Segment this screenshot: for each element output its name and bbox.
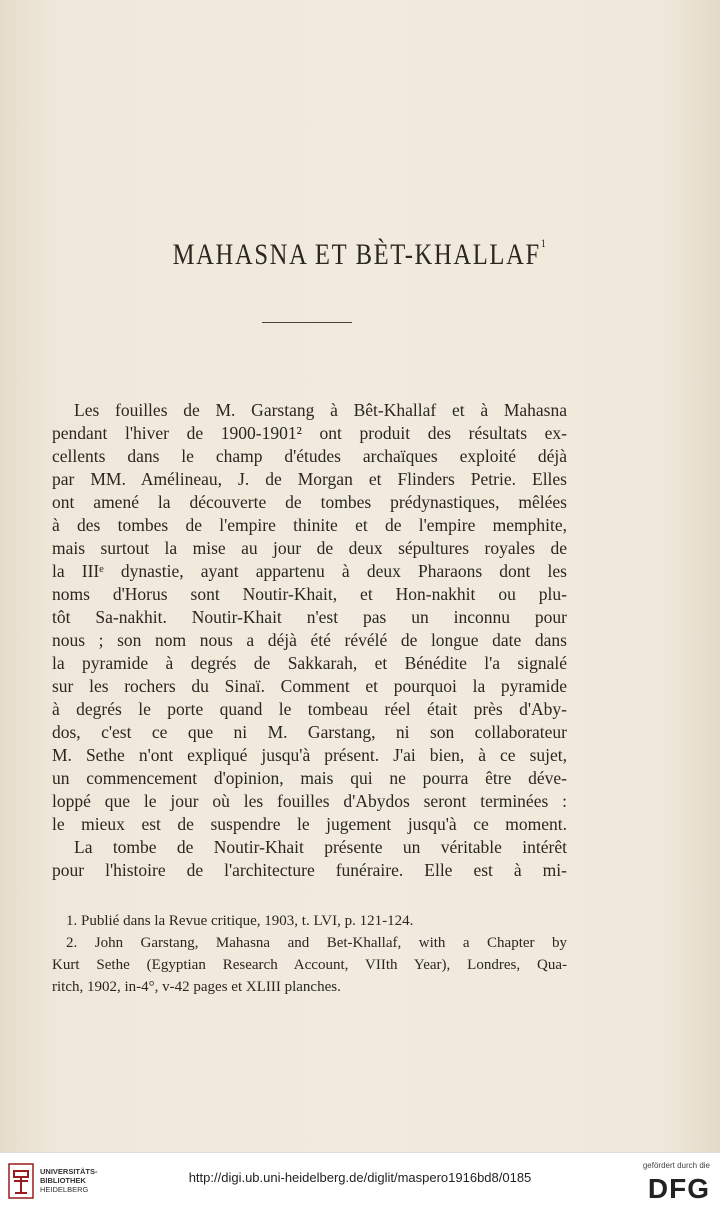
body-line: la IIIᵉ dynastie, ayant appartenu à deux Pharaons dont les <box>52 561 567 581</box>
body-line: M. Sethe n'ont expliqué jusqu'à présent. J'ai bien, à ce sujet, <box>52 745 567 765</box>
footnote-line: 1. Publié dans la Revue critique, 1903, t. LVI, p. 121-124. <box>66 913 414 929</box>
body-line: nous ; son nom nous a déjà été révélé de longue date dans <box>52 630 567 650</box>
page-title <box>65 238 655 272</box>
body-line: Les fouilles de M. Garstang à Bêt-Khallaf et à Mahasna <box>74 400 567 420</box>
body-line: dos, c'est ce que ni M. Garstang, ni son collaborateur <box>52 722 567 742</box>
body-line: à degrés le porte quand le tombeau réel était près d'Aby- <box>52 699 567 719</box>
library-line-2: BIBLIOTHEK <box>40 1176 86 1185</box>
title-rule <box>262 322 352 323</box>
body-line: la pyramide à degrés de Sakkarah, et Bénédite l'a signalé <box>52 653 567 673</box>
permalink-url[interactable]: http://digi.ub.uni-heidelberg.de/diglit/maspero1916bd8/0185 <box>188 1170 532 1185</box>
body-line: par MM. Amélineau, J. de Morgan et Flinders Petrie. Elles <box>52 469 567 489</box>
footnotes <box>52 910 567 998</box>
title-footnote-mark: 1 <box>540 236 548 250</box>
footnote-line: Kurt Sethe (Egyptian Research Account, VIIth Year), Londres, Qua- <box>52 957 567 973</box>
body-line: pendant l'hiver de 1900-1901² ont produit des résultats ex- <box>52 423 567 443</box>
dfg-logo: DFG <box>647 1173 710 1204</box>
body-line: cellents dans le champ d'études archaïques exploité déjà <box>52 446 567 466</box>
body-line: un commencement d'opinion, mais qui ne pourra être déve- <box>52 768 567 788</box>
body-line: pour l'histoire de l'architecture funéraire. Elle est à mi- <box>52 860 567 880</box>
body-line: le mieux est de suspendre le jugement jusqu'à ce moment. <box>52 814 567 834</box>
body-line: mais surtout la mise au jour de deux sépultures royales de <box>52 538 567 558</box>
body-line: tôt Sa-nakhit. Noutir-Khait n'est pas un inconnu pour <box>52 607 567 627</box>
footnote-line: 2. John Garstang, Mahasna and Bet-Khallaf, with a Chapter by <box>66 935 567 951</box>
body-line: à des tombes de l'empire thinite et de l'empire memphite, <box>52 515 567 535</box>
library-line-3: HEIDELBERG <box>40 1185 89 1194</box>
body-line: loppé que le jour où les fouilles d'Abydos seront terminées : <box>52 791 567 811</box>
funder-caption: gefördert durch die <box>642 1161 710 1170</box>
body-line: sur les rochers du Sinaï. Comment et pourquoi la pyramide <box>52 676 567 696</box>
library-line-1: UNIVERSITÄTS- <box>40 1167 98 1176</box>
body-line: La tombe de Noutir-Khait présente un véritable intérêt <box>74 837 567 857</box>
footnote-line: ritch, 1902, in-4°, v-42 pages et XLIII planches. <box>52 979 341 995</box>
body-line: ont amené la découverte de tombes prédynastiques, mêlées <box>52 492 567 512</box>
body-text <box>52 399 567 882</box>
title-text: MAHASNA ET BÈT-KHALLAF <box>172 238 541 271</box>
viewer-footer <box>0 1152 720 1211</box>
body-line: noms d'Horus sont Noutir-Khait, et Hon-nakhit ou plu- <box>52 584 567 604</box>
